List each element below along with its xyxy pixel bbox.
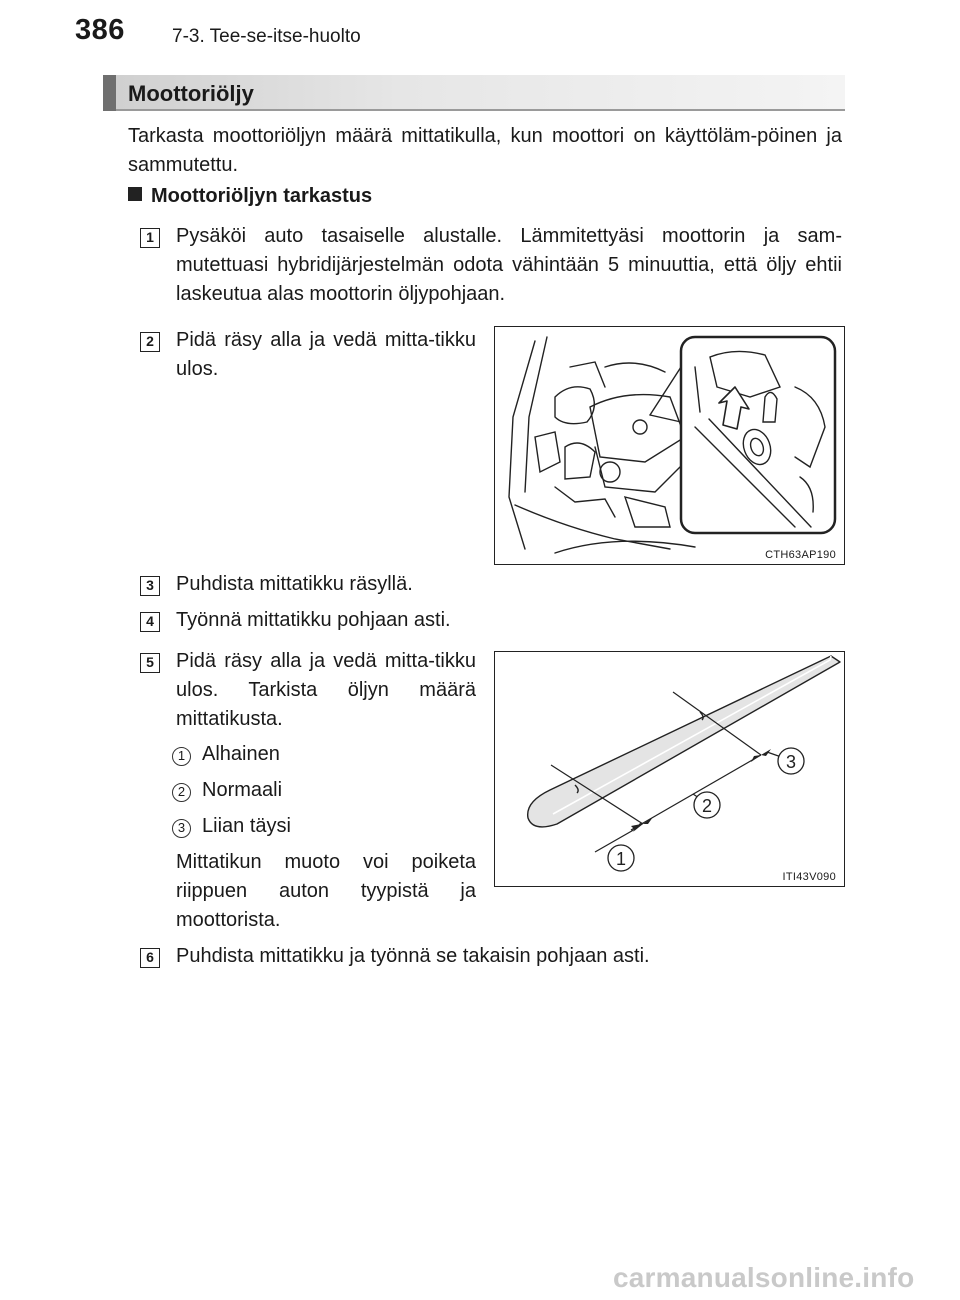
- engine-bay-illustration: [495, 327, 843, 563]
- legend-number-3: 3: [172, 819, 191, 838]
- step-4-text: Työnnä mittatikku pohjaan asti.: [176, 609, 451, 631]
- step-number-2: 2: [140, 332, 160, 352]
- dipstick-figure: [494, 651, 845, 887]
- callout-2-text: 2: [701, 796, 713, 816]
- section-title: Moottoriöljy: [128, 81, 254, 106]
- site-watermark: carmanualsonline.info: [613, 1262, 915, 1293]
- square-bullet-icon: [128, 187, 142, 201]
- section-title-accent: [103, 75, 116, 111]
- dipstick-illustration: [495, 652, 843, 885]
- step-number-6: 6: [140, 948, 160, 968]
- engine-bay-figure: [494, 326, 845, 565]
- subheading: [128, 185, 372, 208]
- engine-figure-code: CTH63AP190: [765, 549, 836, 561]
- intro-paragraph: Tarkasta moottoriöljyn määrä mittatikulla, kun moottori on käyttöläm-pöinen ja sammutettu.: [128, 125, 842, 176]
- step-1-text: Pysäköi auto tasaiselle alustalle. Lämmitettyäsi moottorin ja sam-mutettuasi hybridijärjestelmän odota vähintään 5 minuuttia, että öljy ehtii laskeutua alas moottorin öljypohjaan.: [176, 225, 842, 305]
- callout-3-text: 3: [785, 752, 797, 772]
- legend-label-low: Alhainen: [202, 743, 280, 765]
- note-text: Mittatikun muoto voi poiketa riippuen auton tyypistä ja moottorista.: [176, 851, 476, 931]
- legend-number-1: 1: [172, 747, 191, 766]
- step-5-text: Pidä räsy alla ja vedä mitta-tikku ulos. Tarkista öljyn määrä mittatikusta.: [176, 650, 476, 730]
- step-number-4: 4: [140, 612, 160, 632]
- chapter-header: 7-3. Tee-se-itse-huolto: [172, 26, 361, 47]
- step-number-1: 1: [140, 228, 160, 248]
- step-3-text: Puhdista mittatikku räsyllä.: [176, 573, 413, 595]
- callout-1-text: 1: [615, 849, 627, 869]
- legend-number-2: 2: [172, 783, 191, 802]
- step-number-3: 3: [140, 576, 160, 596]
- step-6-text: Puhdista mittatikku ja työnnä se takaisin pohjaan asti.: [176, 945, 650, 967]
- subheading-text: Moottoriöljyn tarkastus: [151, 185, 373, 207]
- step-2-text: Pidä räsy alla ja vedä mitta-tikku ulos.: [176, 329, 476, 380]
- step-number-5: 5: [140, 653, 160, 673]
- legend-label-normal: Normaali: [202, 779, 283, 801]
- dipstick-figure-code: ITI43V090: [782, 871, 836, 883]
- legend-label-too-full: Liian täysi: [202, 815, 291, 837]
- page-number: 386: [75, 14, 125, 46]
